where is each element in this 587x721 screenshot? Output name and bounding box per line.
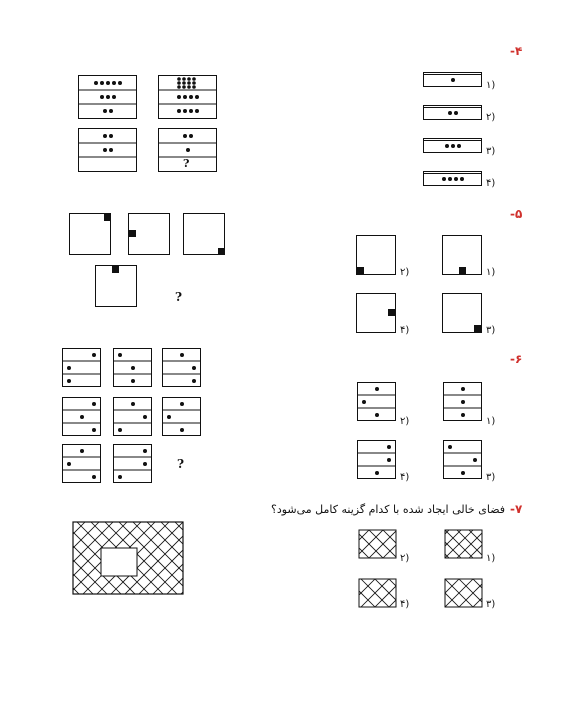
q5-square-4 [95,265,139,309]
q6-box-r1c2 [113,348,155,390]
question-number-7: -۷ [510,502,523,516]
q4-option-2-figure[interactable] [423,105,483,121]
q4-option-3-label: ۳) [486,146,496,157]
q7-option-3-label: ۳) [486,599,496,610]
q4-option-4-figure[interactable] [423,171,483,187]
q7-option-4-label: ۴) [400,599,410,610]
q6-box-r2c2 [113,397,155,439]
q7-pattern-figure [72,521,186,597]
q6-box-r1c3 [162,348,204,390]
q7-option-1-figure[interactable] [444,529,484,561]
q5-option-2-figure[interactable] [356,235,398,277]
q5-question-mark: ? [175,290,183,304]
question-number-4: -۴ [510,44,523,58]
q6-box-r3c2 [113,444,155,486]
q4-option-2-label: ۲) [486,112,496,123]
q5-option-1-label: ۱) [486,267,496,278]
q4-matrix-3 [78,128,138,173]
q4-matrix-1 [78,75,138,120]
q4-option-1-figure[interactable] [423,72,483,88]
q7-option-2-label: ۲) [400,553,410,564]
q7-option-4-figure[interactable] [358,578,398,610]
q6-box-r2c1 [62,397,104,439]
q6-question-mark: ? [177,457,185,471]
q7-option-2-figure[interactable] [358,529,398,561]
q5-option-3-figure[interactable] [442,293,484,335]
q5-square-2 [128,213,172,257]
q6-option-2-figure[interactable] [357,382,399,424]
q6-option-3-figure[interactable] [443,440,485,482]
q4-option-3-figure[interactable] [423,138,483,154]
q6-option-4-label: ۴) [400,472,410,483]
q6-box-r1c1 [62,348,104,390]
q5-square-3 [183,213,227,257]
q6-option-3-label: ۳) [486,472,496,483]
q4-matrix-2 [158,75,218,120]
question-7-text: فضای خالی ایجاد شده با کدام گزینه کامل می‌شود؟ [270,503,505,516]
q6-box-r3c1 [62,444,104,486]
q5-option-1-figure[interactable] [442,235,484,277]
q5-square-1 [69,213,113,257]
q4-option-4-label: ۴) [486,178,496,189]
q6-option-2-label: ۲) [400,416,410,427]
q6-option-4-figure[interactable] [357,440,399,482]
q6-option-1-label: ۱) [486,416,496,427]
q5-option-4-label: ۴) [400,325,410,336]
question-number-6: -۶ [510,352,523,366]
q5-option-2-label: ۲) [400,267,410,278]
q4-question-mark: ? [183,157,190,170]
q7-option-1-label: ۱) [486,553,496,564]
question-number-5: -۵ [510,207,523,221]
q5-option-4-figure[interactable] [356,293,398,335]
q6-box-r2c3 [162,397,204,439]
q6-option-1-figure[interactable] [443,382,485,424]
q4-option-1-label: ۱) [486,80,496,91]
q7-option-3-figure[interactable] [444,578,484,610]
q5-option-3-label: ۳) [486,325,496,336]
